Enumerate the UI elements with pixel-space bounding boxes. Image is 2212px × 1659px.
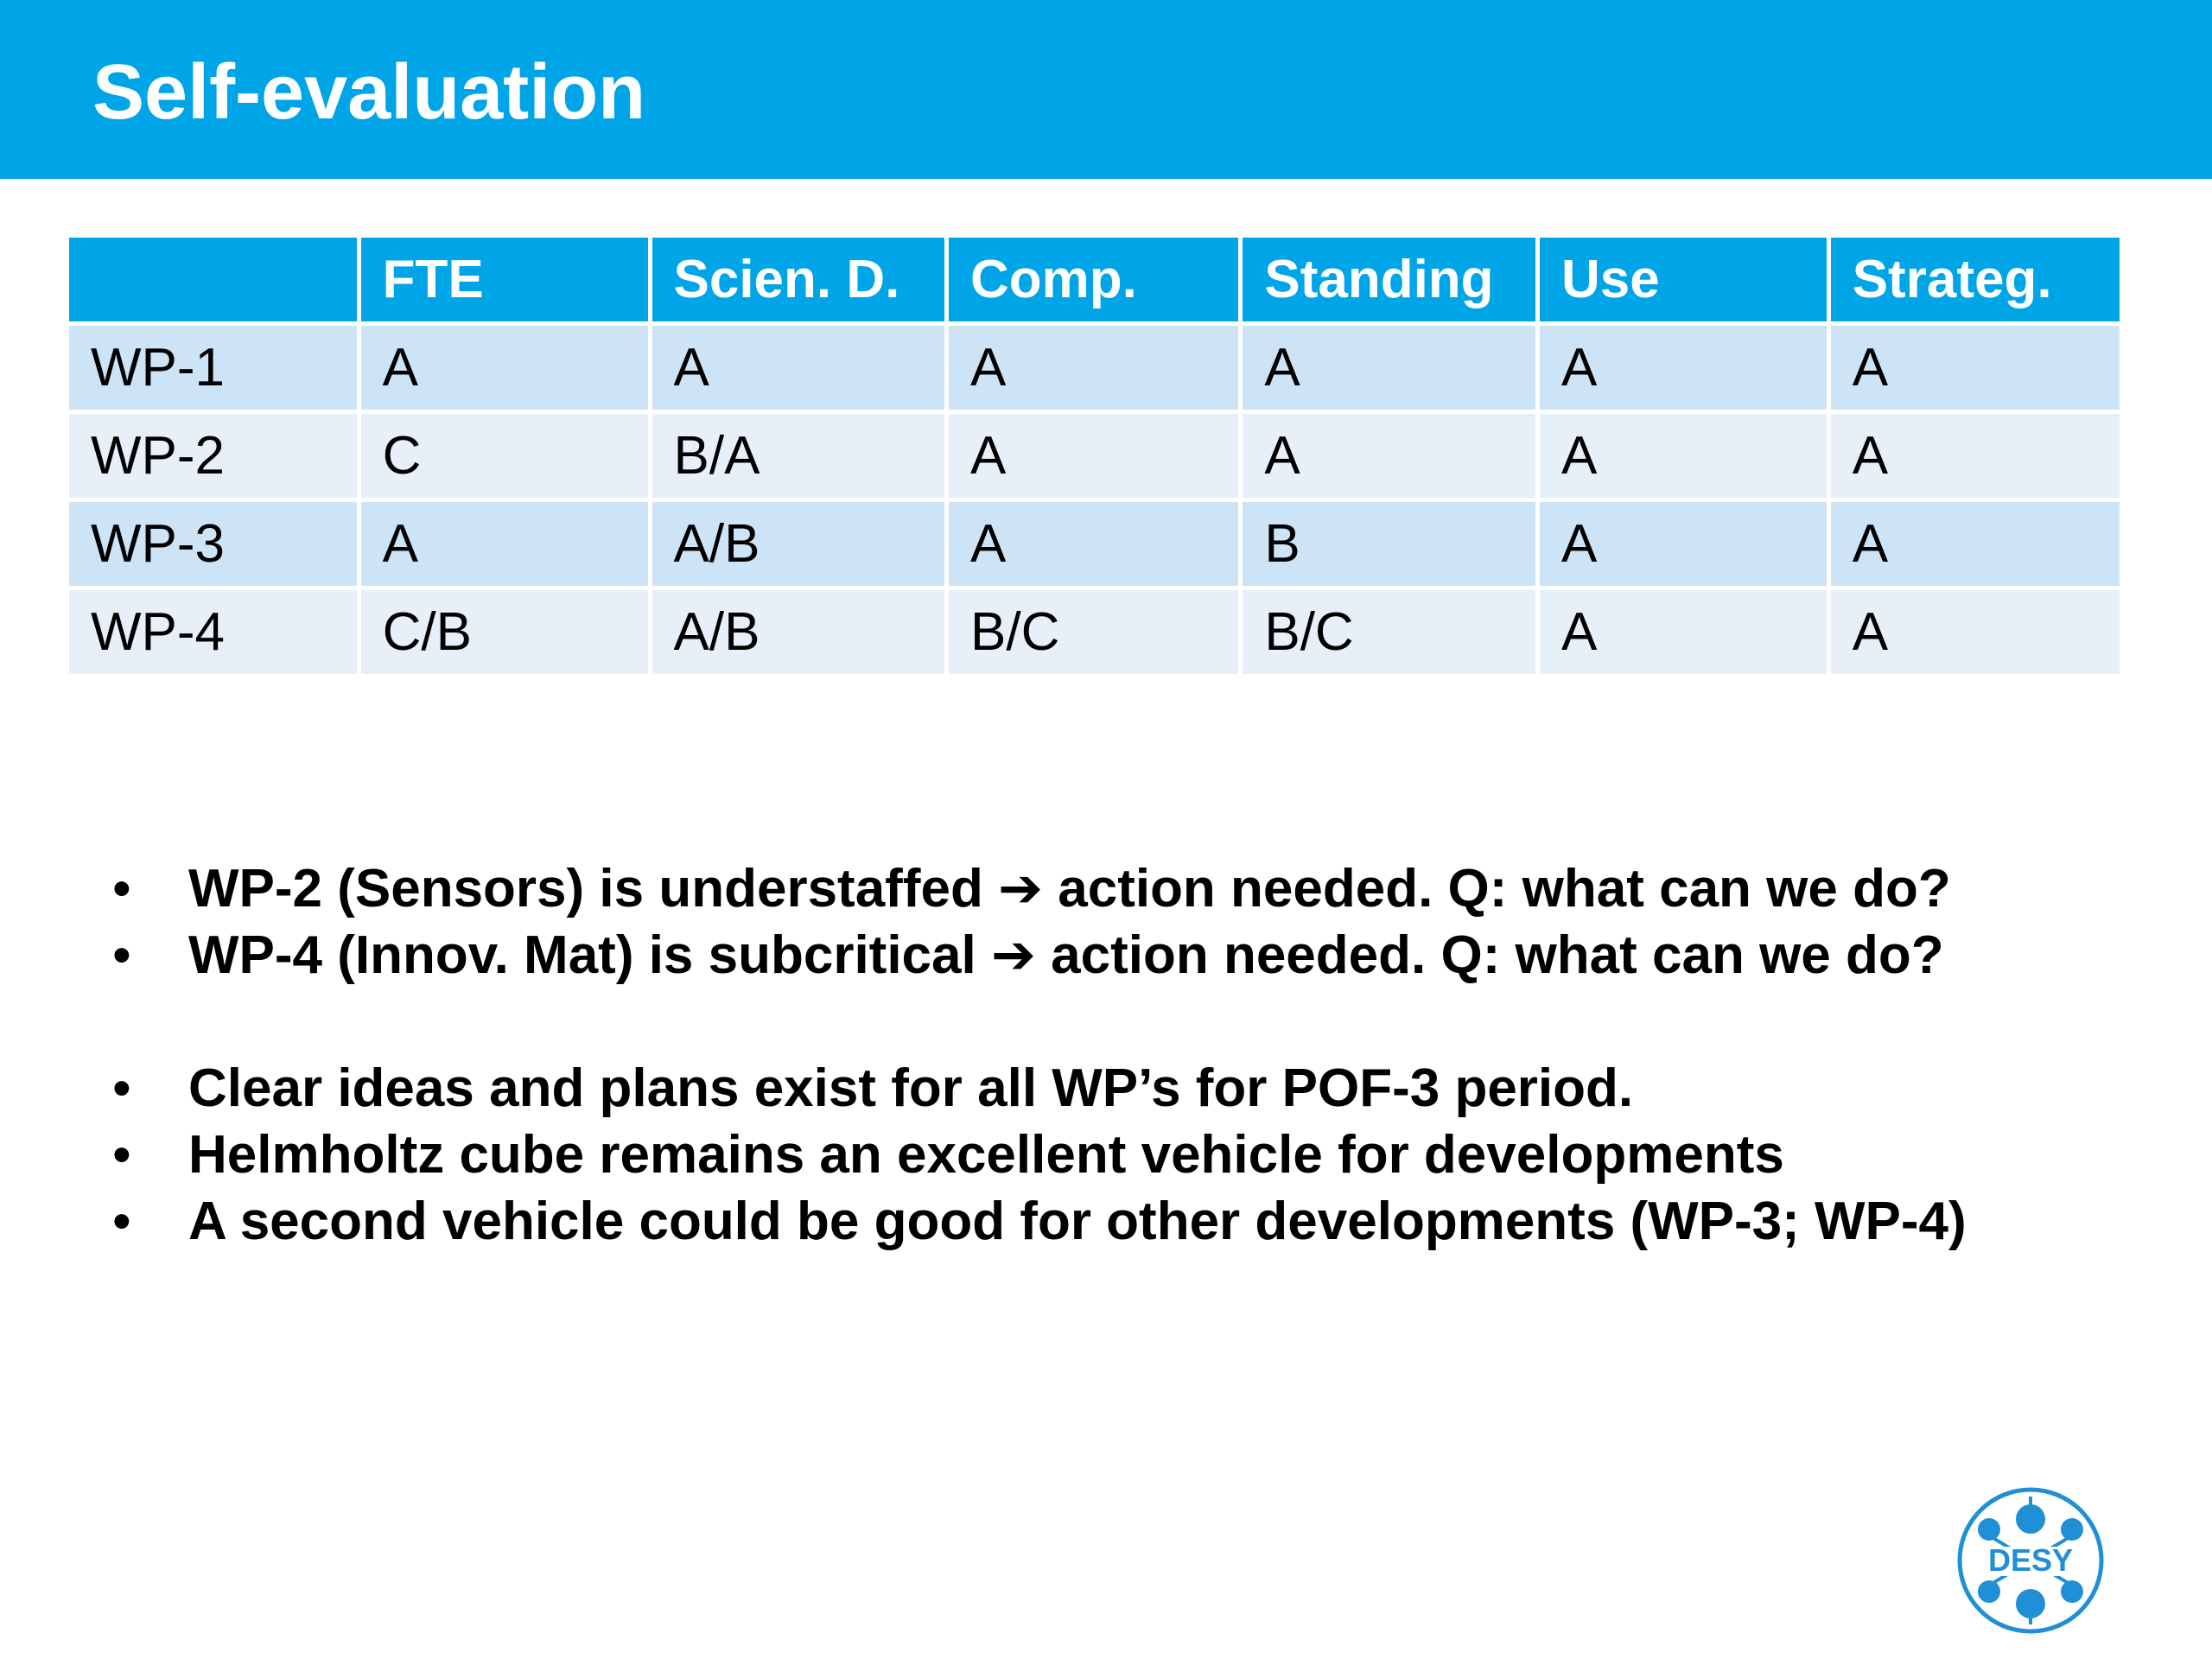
bullet-text: A second vehicle could be good for other developments (WP-3; WP-4): [188, 1192, 1967, 1251]
header-cell-comp: Comp.: [949, 238, 1238, 321]
table-cell: A: [1831, 326, 2120, 410]
table-header-row: [69, 238, 2120, 321]
table-cell: A: [1540, 326, 1827, 410]
bullet-text: WP-4 (Innov. Mat) is subcritical ➔ action needed. Q: what can we do?: [188, 925, 1944, 985]
row-label-cell: WP-3: [69, 502, 357, 586]
desy-logo-icon: [1955, 1484, 2107, 1637]
bullet-marker: •: [112, 925, 131, 985]
table-cell: A: [1831, 590, 2120, 674]
table-cell: A: [361, 502, 648, 586]
header-cell-standing: Standing: [1243, 238, 1535, 321]
table-row: [69, 590, 2120, 674]
table-cell: C: [361, 414, 648, 498]
table-cell: C/B: [361, 590, 648, 674]
bullet-marker: •: [112, 1058, 131, 1118]
table-cell: A: [1243, 326, 1535, 410]
table-cell: A: [949, 326, 1238, 410]
header-cell-fte: FTE: [361, 238, 648, 321]
table-cell: A: [1831, 414, 2120, 498]
table-cell: B/C: [949, 590, 1238, 674]
bullet-item: [112, 1122, 2186, 1188]
bullet-spacer: [112, 988, 2186, 1055]
table-cell: A: [1831, 502, 2120, 586]
bullet-item: [112, 855, 2186, 922]
row-label-cell: WP-2: [69, 414, 357, 498]
header-cell-scien: Scien. D.: [652, 238, 945, 321]
table-cell: A: [1540, 502, 1827, 586]
table-cell: B/C: [1243, 590, 1535, 674]
row-label-cell: WP-4: [69, 590, 357, 674]
table-cell: A: [361, 326, 648, 410]
bullet-text: Clear ideas and plans exist for all WP’s for POF-3 period.: [188, 1058, 1634, 1118]
table-cell: A: [1243, 414, 1535, 498]
header-cell-use: Use: [1540, 238, 1827, 321]
table-cell: A/B: [652, 590, 945, 674]
bullet-item: [112, 1055, 2186, 1122]
table-cell: B/A: [652, 414, 945, 498]
logo-text: DESY: [1987, 1542, 2074, 1578]
header-cell-strateg: Strateg.: [1831, 238, 2120, 321]
table-cell: A: [1540, 590, 1827, 674]
bullet-marker: •: [112, 1125, 131, 1185]
table-cell: A: [949, 414, 1238, 498]
table-cell: A/B: [652, 502, 945, 586]
bullet-item: [112, 1188, 2186, 1255]
bullet-marker: •: [112, 859, 131, 918]
table-row: [69, 414, 2120, 498]
table-cell: B: [1243, 502, 1535, 586]
slide-title: Self-evaluation: [92, 49, 646, 136]
bullet-list: [112, 855, 2186, 1255]
bullet-text: Helmholtz cube remains an excellent vehicle for developments: [188, 1125, 1784, 1185]
table-cell: A: [949, 502, 1238, 586]
title-bar: [0, 0, 2212, 179]
header-cell-blank: [69, 238, 357, 321]
table-cell: A: [1540, 414, 1827, 498]
bullet-marker: •: [112, 1192, 131, 1251]
table-row: [69, 326, 2120, 410]
evaluation-table: [65, 233, 2124, 678]
table-row: [69, 502, 2120, 586]
bullet-item: [112, 922, 2186, 988]
bullet-text: WP-2 (Sensors) is understaffed ➔ action needed. Q: what can we do?: [188, 859, 1951, 918]
row-label-cell: WP-1: [69, 326, 357, 410]
table-cell: A: [652, 326, 945, 410]
